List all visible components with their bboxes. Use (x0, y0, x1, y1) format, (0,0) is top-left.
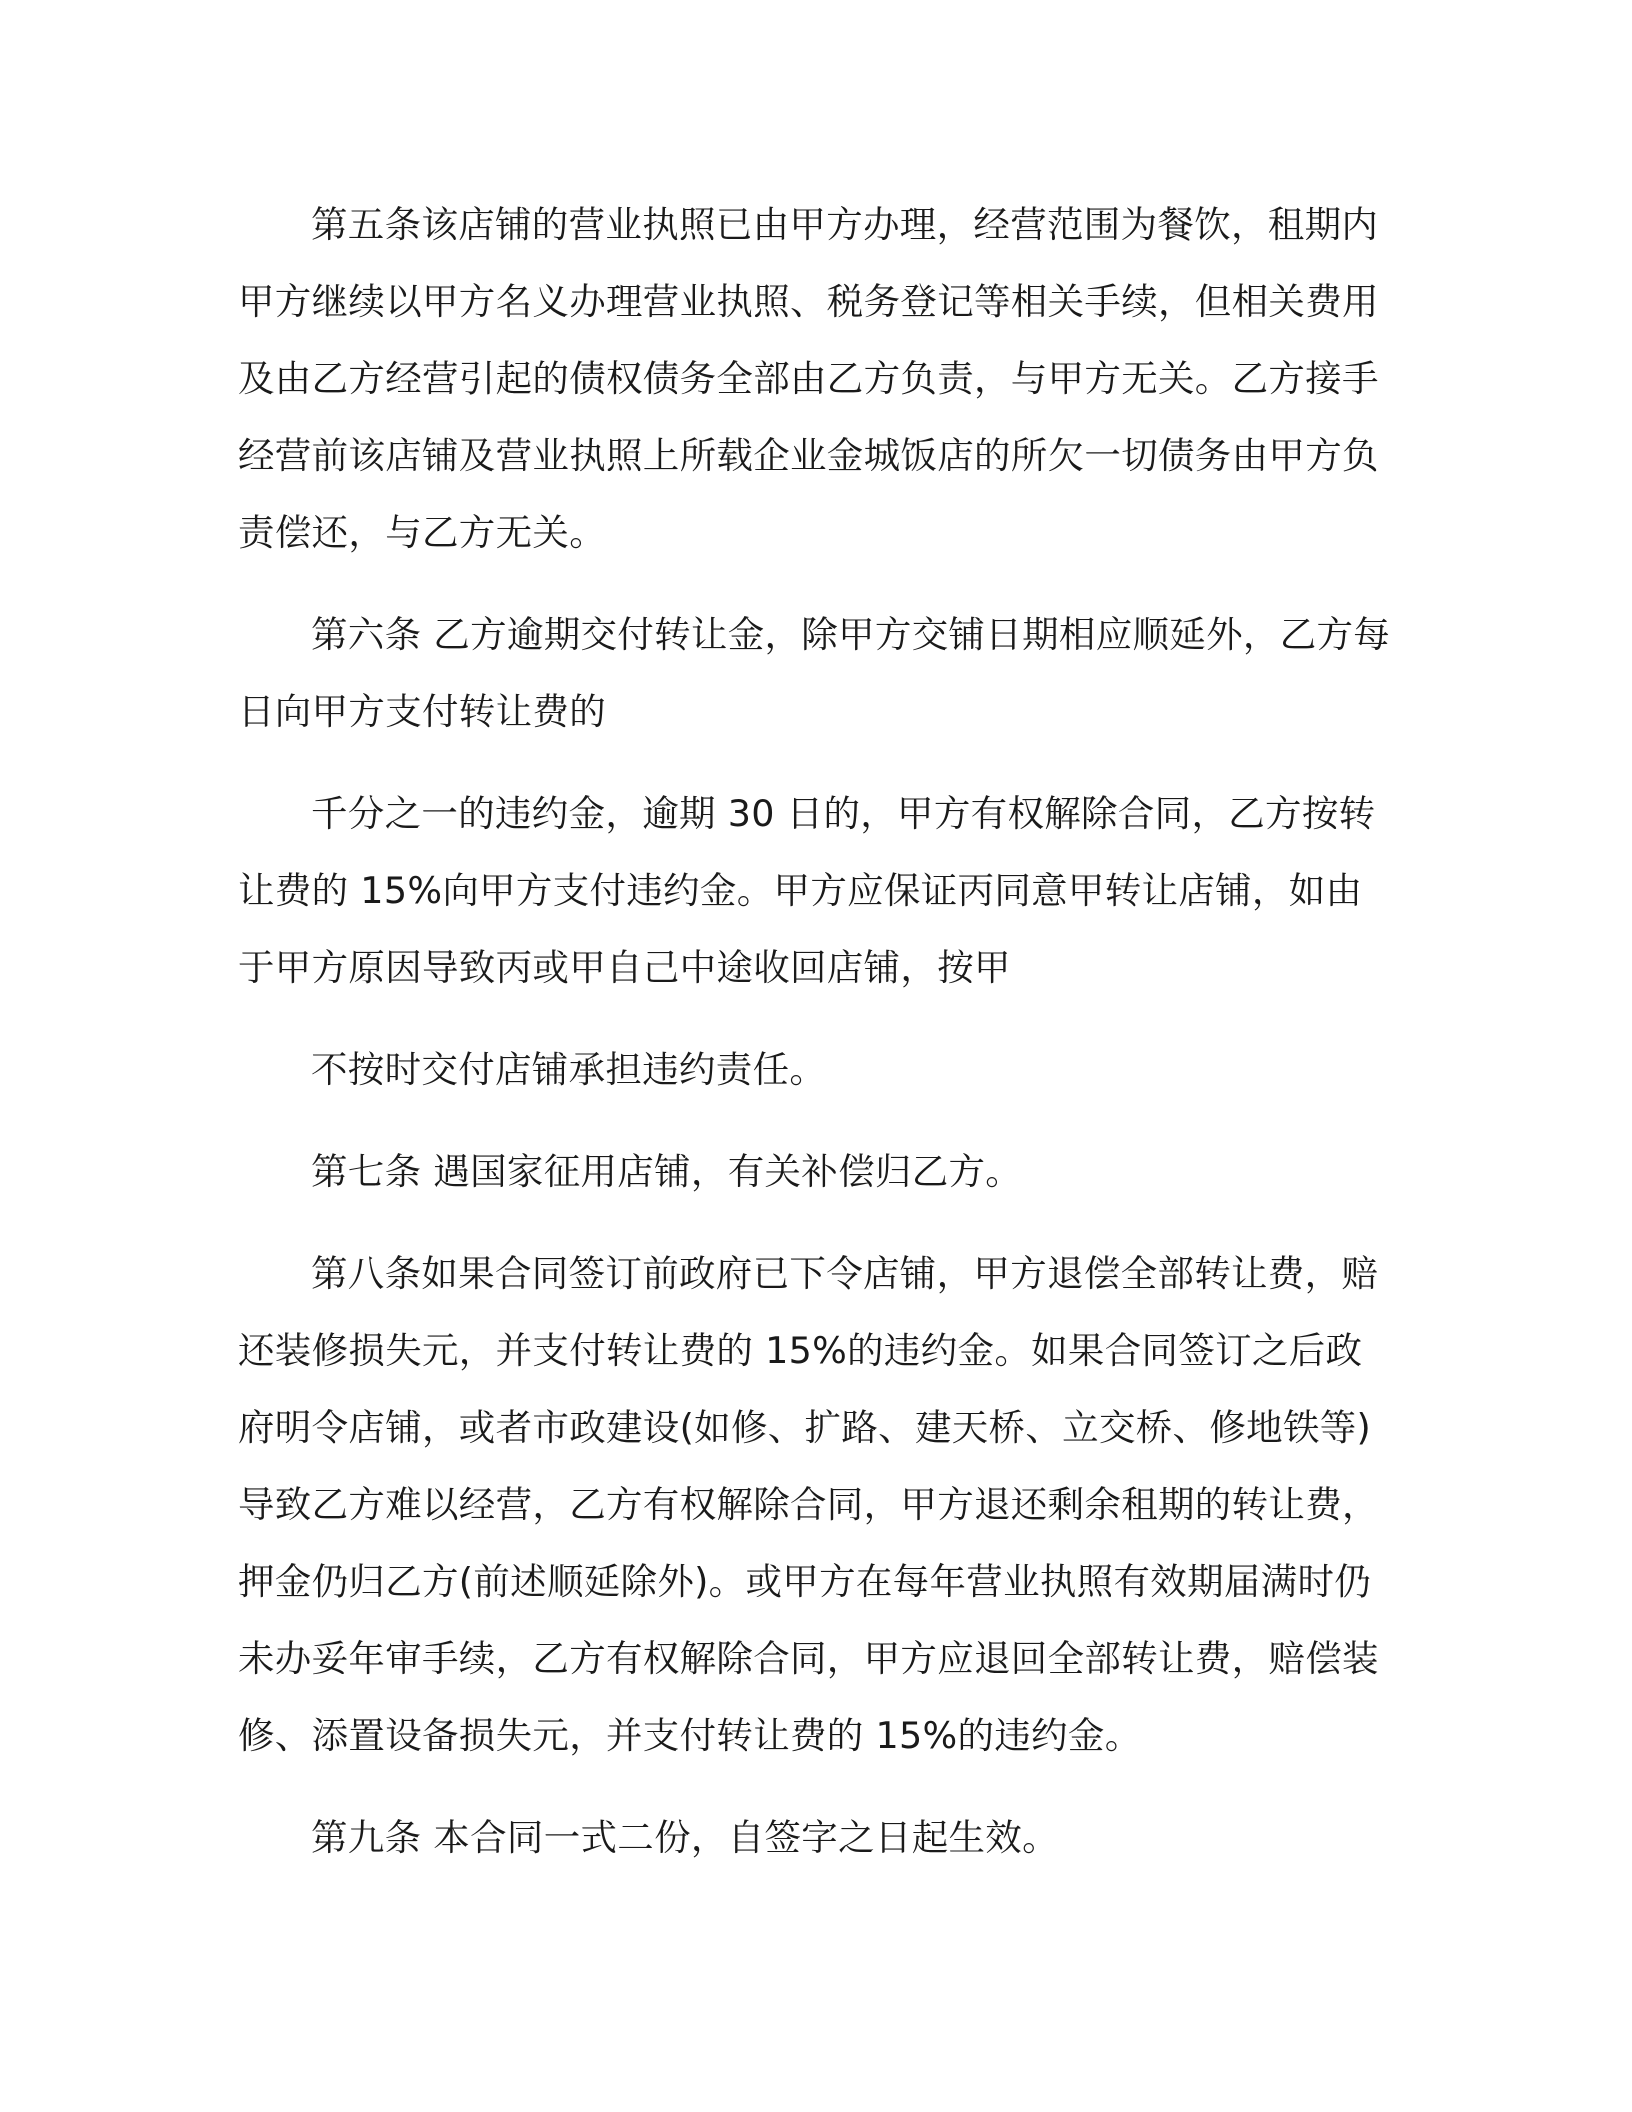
article-8-paragraph: 第八条如果合同签订前政府已下令店铺，甲方退偿全部转让费，赔还装修损失元，并支付转让费的 15%的违约金。如果合同签订之后政府明令店铺，或者市政建设(如修、扩路、建天桥、立交桥、修地铁等)导致乙方难以经营，乙方有权解除合同，甲方退还剩余租期的转让费，押金仍归乙方(前述顺延除外)。或甲方在每年营业执照有效期届满时仍未办妥年审手续，乙方有权解除合同，甲方应退回全部转让费，赔偿装修、添置设备损失元，并支付转让费的 15%的违约金。 (238, 1252, 1379, 1757)
article-9-paragraph: 第九条 本合同一式二份，自签字之日起生效。 (311, 1816, 1059, 1859)
article-6-tail-paragraph: 不按时交付店铺承担违约责任。 (311, 1048, 827, 1091)
article-5-paragraph: 第五条该店铺的营业执照已由甲方办理，经营范围为餐饮，租期内甲方继续以甲方名义办理营业执照、税务登记等相关手续，但相关费用及由乙方经营引起的债权债务全部由乙方负责，与甲方无关。乙方接手经营前该店铺及营业执照上所载企业金城饭店的所欠一切债务由甲方负责偿还，与乙方无关。 (238, 203, 1379, 554)
article-6-continued-paragraph: 千分之一的违约金，逾期 30 日的，甲方有权解除合同，乙方按转让费的 15%向甲方支付违约金。甲方应保证丙同意甲转让店铺，如由于甲方原因导致丙或甲自己中途收回店铺，按甲 (238, 792, 1376, 989)
document-page (238, 186, 1398, 1901)
article-6-paragraph: 第六条 乙方逾期交付转让金，除甲方交铺日期相应顺延外，乙方每日向甲方支付转让费的 (238, 613, 1391, 733)
article-7-paragraph: 第七条 遇国家征用店铺，有关补偿归乙方。 (311, 1150, 1023, 1193)
